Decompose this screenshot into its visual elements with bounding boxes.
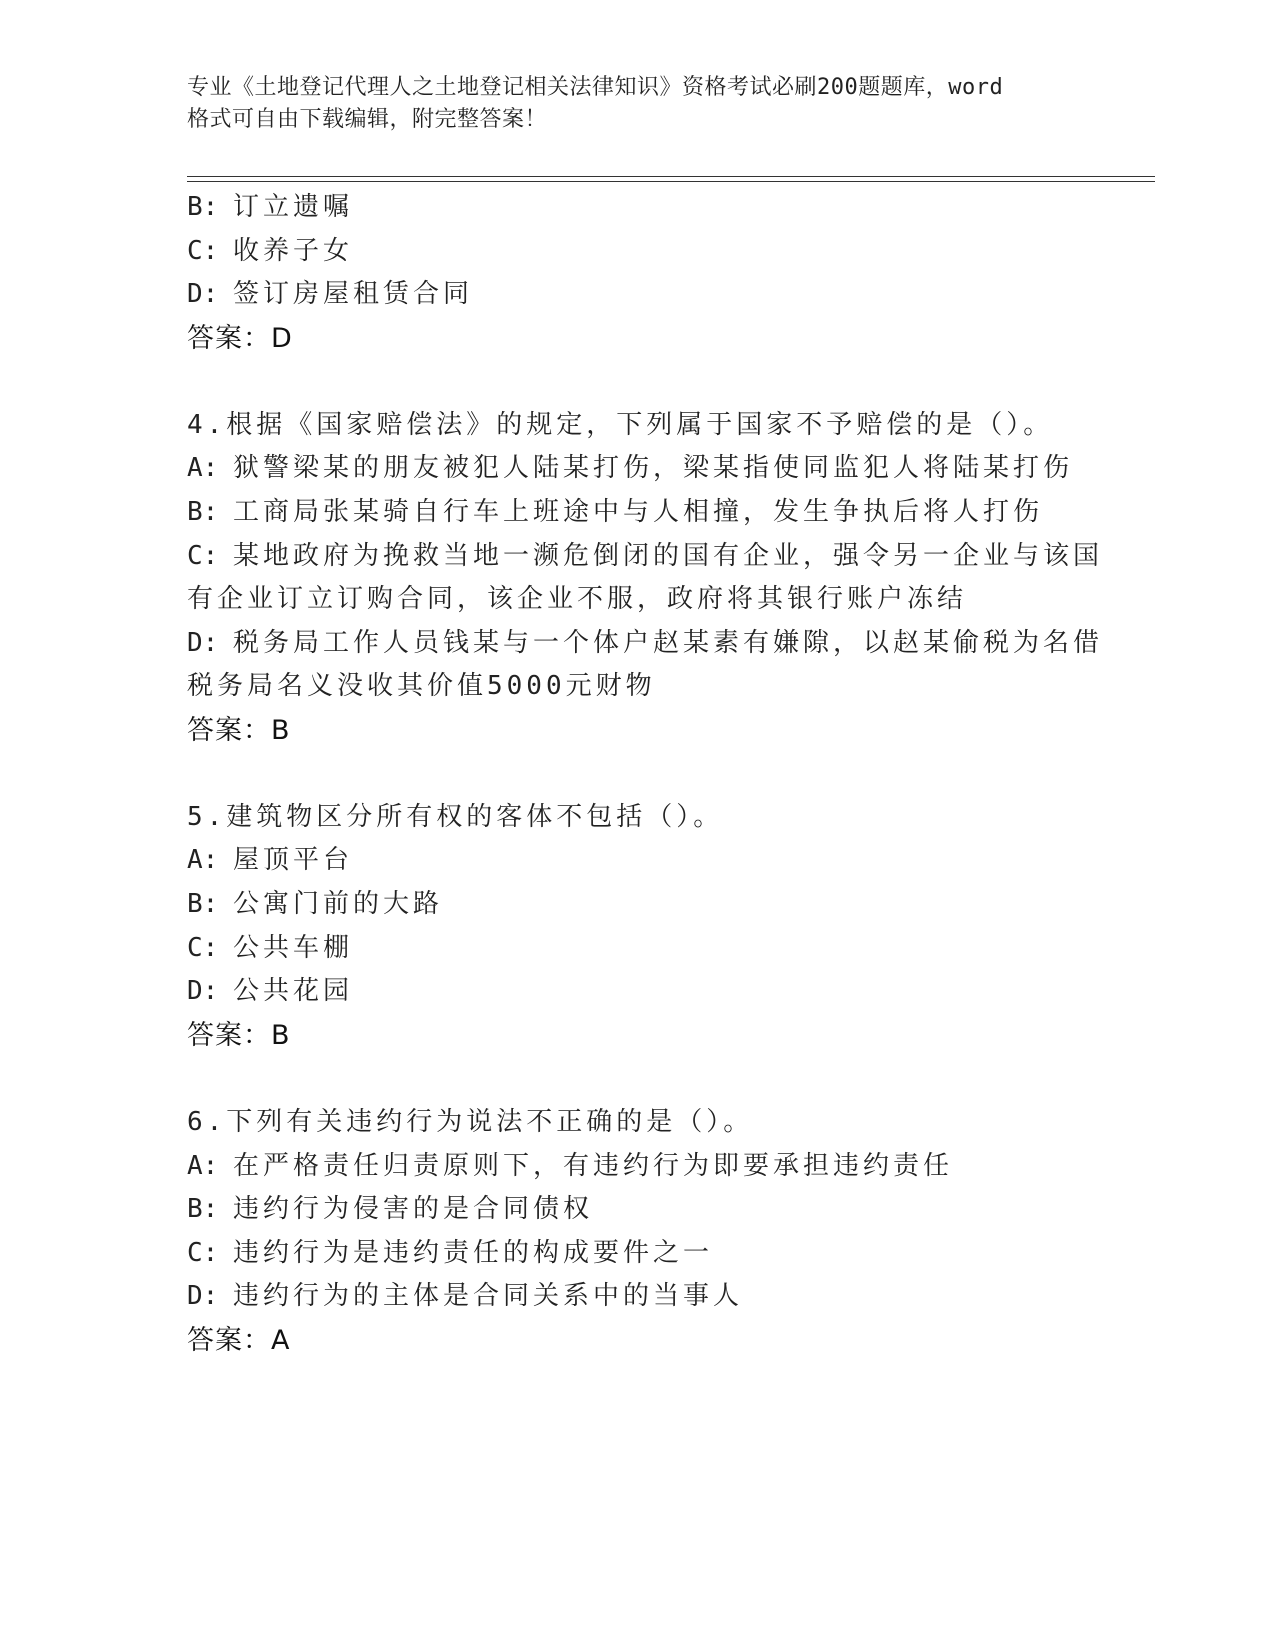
q6-option-d bbox=[187, 1275, 743, 1312]
option-label: D: bbox=[187, 628, 219, 658]
q3-answer: 答案：D bbox=[187, 323, 293, 354]
q4-option-a bbox=[187, 447, 1073, 484]
option-label: D: bbox=[187, 1281, 219, 1311]
option-text: 狱警梁某的朋友被犯人陆某打伤，梁某指使同监犯人将陆某打伤 bbox=[233, 453, 1074, 483]
option-label: B: bbox=[187, 889, 219, 919]
option-text: 某地政府为挽救当地一濒危倒闭的国有企业，强令另一企业与该国 bbox=[233, 541, 1104, 571]
option-label: B: bbox=[187, 497, 219, 527]
document-header bbox=[187, 72, 1087, 136]
option-text: 工商局张某骑自行车上班途中与人相撞，发生争执后将人打伤 bbox=[233, 497, 1044, 527]
option-text: 签订房屋租赁合同 bbox=[233, 279, 474, 309]
option-label: B: bbox=[187, 192, 219, 222]
q6-option-a bbox=[187, 1145, 953, 1182]
q5-option-b bbox=[187, 883, 443, 920]
q3-option-c bbox=[187, 230, 353, 267]
option-label: A: bbox=[187, 845, 219, 875]
option-text: 订立遗嘱 bbox=[233, 192, 354, 222]
option-text: 公共花园 bbox=[233, 976, 354, 1006]
option-text: 违约行为侵害的是合同债权 bbox=[233, 1194, 594, 1224]
q5-answer: 答案：B bbox=[187, 1020, 291, 1051]
q5-stem: 5.建筑物区分所有权的客体不包括（）。 bbox=[187, 802, 724, 832]
q4-option-c-continued: 有企业订立订购合同，该企业不服，政府将其银行账户冻结 bbox=[187, 584, 968, 614]
option-label: C: bbox=[187, 541, 219, 571]
q4-stem: 4.根据《国家赔偿法》的规定，下列属于国家不予赔偿的是（）。 bbox=[187, 410, 1054, 440]
header-line-2: 格式可自由下载编辑，附完整答案！ bbox=[187, 107, 548, 132]
option-text: 屋顶平台 bbox=[233, 845, 354, 875]
option-text: 违约行为是违约责任的构成要件之一 bbox=[233, 1238, 714, 1268]
option-text: 违约行为的主体是合同关系中的当事人 bbox=[233, 1281, 744, 1311]
q5-option-c bbox=[187, 927, 353, 964]
q4-option-d bbox=[187, 622, 1103, 659]
q5-option-a bbox=[187, 839, 353, 876]
q6-answer: 答案：A bbox=[187, 1325, 291, 1356]
q4-answer: 答案：B bbox=[187, 715, 291, 746]
option-label: A: bbox=[187, 1151, 219, 1181]
q3-option-b bbox=[187, 186, 353, 223]
option-text: 收养子女 bbox=[233, 236, 354, 266]
option-text: 税务局工作人员钱某与一个体户赵某素有嫌隙，以赵某偷税为名借 bbox=[233, 628, 1104, 658]
q6-option-c bbox=[187, 1232, 713, 1269]
q6-stem: 6.下列有关违约行为说法不正确的是（）。 bbox=[187, 1107, 754, 1137]
option-label: A: bbox=[187, 453, 219, 483]
option-label: D: bbox=[187, 976, 219, 1006]
header-divider-top bbox=[187, 176, 1155, 177]
q4-option-c bbox=[187, 535, 1103, 572]
option-label: C: bbox=[187, 1238, 219, 1268]
q5-option-d bbox=[187, 970, 353, 1007]
q6-option-b bbox=[187, 1188, 593, 1225]
option-text: 公共车棚 bbox=[233, 933, 354, 963]
option-text: 公寓门前的大路 bbox=[233, 889, 444, 919]
option-text: 在严格责任归责原则下，有违约行为即要承担违约责任 bbox=[233, 1151, 954, 1181]
option-label: D: bbox=[187, 279, 219, 309]
q4-option-d-continued: 税务局名义没收其价值5000元财物 bbox=[187, 671, 656, 701]
option-label: B: bbox=[187, 1194, 219, 1224]
option-label: C: bbox=[187, 236, 219, 266]
q4-option-b bbox=[187, 491, 1043, 528]
q3-option-d bbox=[187, 273, 473, 310]
option-label: C: bbox=[187, 933, 219, 963]
header-divider-bottom bbox=[187, 181, 1155, 182]
header-line-1: 专业《土地登记代理人之土地登记相关法律知识》资格考试必刷200题题库，word bbox=[187, 75, 1004, 100]
